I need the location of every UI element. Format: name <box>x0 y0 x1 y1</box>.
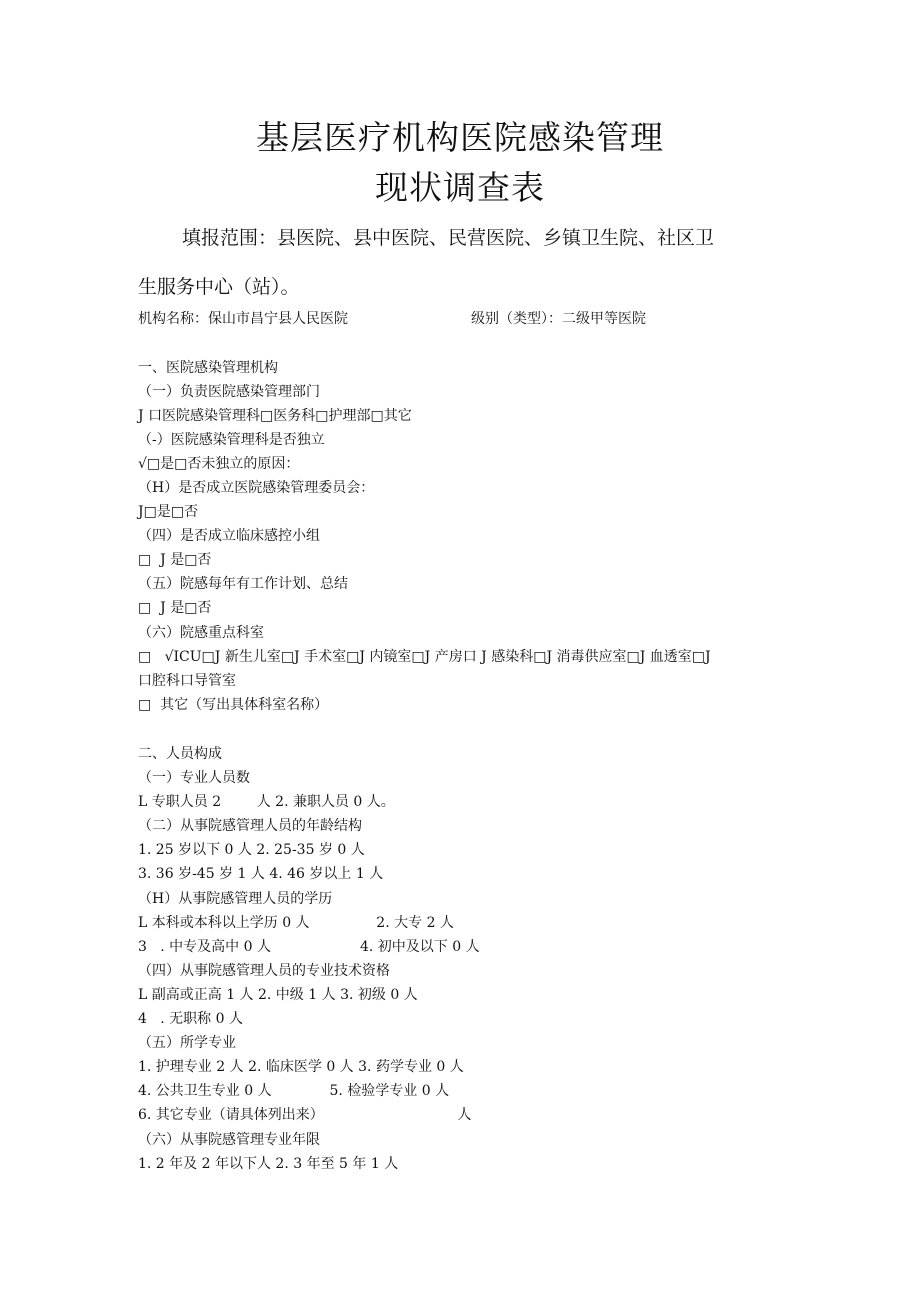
answer-line: J□是□否 <box>138 504 199 520</box>
org-name: 机构名称：保山市昌宁县人民医院 <box>138 311 348 327</box>
question-line: （一）专业人员数 <box>138 770 250 786</box>
answer-line: J 口医院感染管理科□医务科□护理部□其它 <box>138 408 412 424</box>
question-line: （H）是否成立医院感染管理委员会： <box>138 480 375 496</box>
question-line: （四）从事院感管理人员的专业技术资格 <box>138 963 390 979</box>
question-line: （六）院感重点科室 <box>138 625 264 641</box>
answer-line: 3. 36 岁-45 岁 1 人 4. 46 岁以上 1 人 <box>138 866 384 882</box>
answer-line: 6. 其它专业（请具体列出来） 人 <box>138 1107 472 1123</box>
question-line: （H）从事院感管理人员的学历 <box>138 891 333 907</box>
section-heading-2: 二、人员构成 <box>138 746 222 762</box>
section-heading-1: 一、医院感染管理机构 <box>138 360 278 376</box>
answer-line: 1. 护理专业 2 人 2. 临床医学 0 人 3. 药学专业 0 人 <box>138 1059 464 1075</box>
answer-line: 3 . 中专及高中 0 人 4. 初中及以下 0 人 <box>138 939 480 955</box>
answer-line: 4 . 无职称 0 人 <box>138 1011 243 1027</box>
question-line: （五）院感每年有工作计划、总结 <box>138 576 348 592</box>
answer-line: L 专职人员 2 人 2. 兼职人员 0 人。 <box>138 794 395 810</box>
answer-line: 口腔科口导管室 <box>138 673 236 689</box>
document-title-line1: 基层医疗机构医院感染管理 <box>256 118 664 157</box>
answer-line: L 本科或本科以上学历 0 人 2. 大专 2 人 <box>138 915 454 931</box>
question-line: （二）从事院感管理人员的年龄结构 <box>138 818 362 834</box>
answer-line: 4. 公共卫生专业 0 人 5. 检验学专业 0 人 <box>138 1083 450 1099</box>
question-line: （四）是否成立临床感控小组 <box>138 528 320 544</box>
answer-line: L 副高或正高 1 人 2. 中级 1 人 3. 初级 0 人 <box>138 987 418 1003</box>
answer-line: 1. 25 岁以下 0 人 2. 25-35 岁 0 人 <box>138 842 365 858</box>
answer-line: 1. 2 年及 2 年以下人 2. 3 年至 5 年 1 人 <box>138 1156 399 1172</box>
org-level: 级别（类型）：二级甲等医院 <box>471 311 646 327</box>
answer-line: □ √ICU□J 新生儿室□J 手术室□J 内镜室□J 产房口 J 感染科□J 消毒供应室□J 血透室□J <box>138 649 711 665</box>
question-line: （五）所学专业 <box>138 1035 236 1051</box>
document-title-line2: 现状调查表 <box>375 168 545 207</box>
question-line: （-）医院感染管理科是否独立 <box>138 432 325 448</box>
question-line: （六）从事院感管理专业年限 <box>138 1132 320 1148</box>
question-line: （一）负责医院感染管理部门 <box>138 384 320 400</box>
answer-line: □ J 是□否 <box>138 552 212 568</box>
fill-scope-line1: 填报范围：县医院、县中医院、民营医院、乡镇卫生院、社区卫 <box>182 227 715 249</box>
answer-line: □ J 是□否 <box>138 600 212 616</box>
answer-line: □ 其它（写出具体科室名称） <box>138 697 329 713</box>
fill-scope-line2: 生服务中心（站）。 <box>138 276 300 298</box>
answer-line: √□是□否未独立的原因： <box>138 456 300 472</box>
